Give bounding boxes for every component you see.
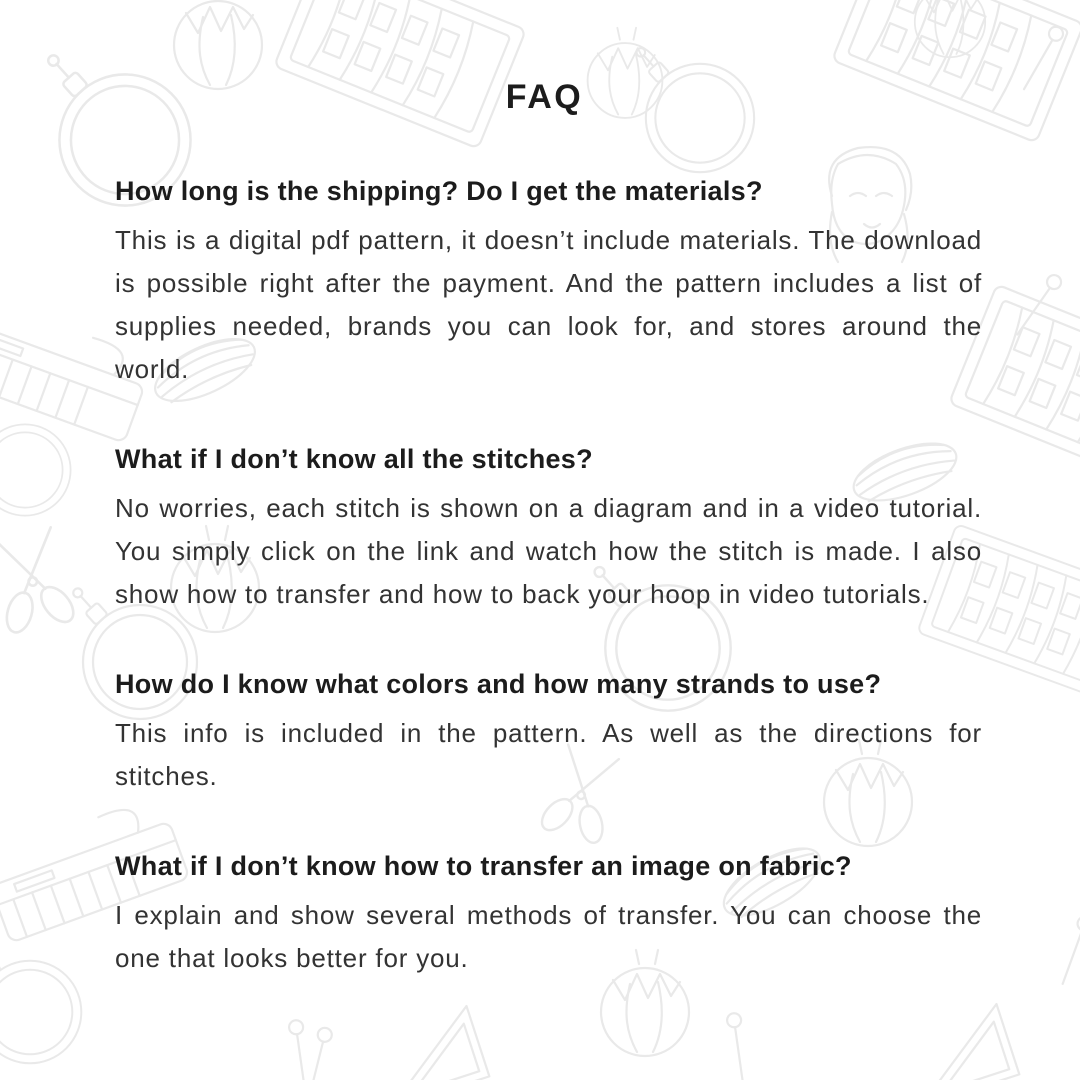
pin-icon [726,1012,750,1080]
faq-question: What if I don’t know how to transfer an image on fabric? [115,851,852,881]
faq-question: How do I know what colors and how many strands to use? [115,669,882,699]
faq-item [115,441,982,616]
faq-question: What if I don’t know all the stitches? [115,444,593,474]
faq-item [115,666,982,798]
triangle-ruler-icon [368,1006,490,1080]
faq-answer: This info is included in the pattern. As well as the directions for stitches. [115,718,982,791]
page-title: FAQ [505,78,584,116]
faq-answer: This is a digital pdf pattern, it doesn’t include materials. The download is possible right after the payment. And the pattern includes a list of supplies needed, brands you can look for, and stores around the world. [115,225,982,384]
pin-icon [302,1026,333,1080]
faq-item [115,848,982,980]
faq-answer: No worries, each stitch is shown on a diagram and in a video tutorial. You simply click on the link and watch how the stitch is made. I also show how to transfer and how to back your hoop in video tutorials. [115,493,982,609]
faq-question: How long is the shipping? Do I get the materials? [115,176,763,206]
faq-answer: I explain and show several methods of transfer. You can choose the one that looks better for you. [115,900,982,973]
triangle-ruler-icon [898,1004,1020,1080]
faq-item [115,173,982,391]
pin-icon [288,1019,312,1080]
